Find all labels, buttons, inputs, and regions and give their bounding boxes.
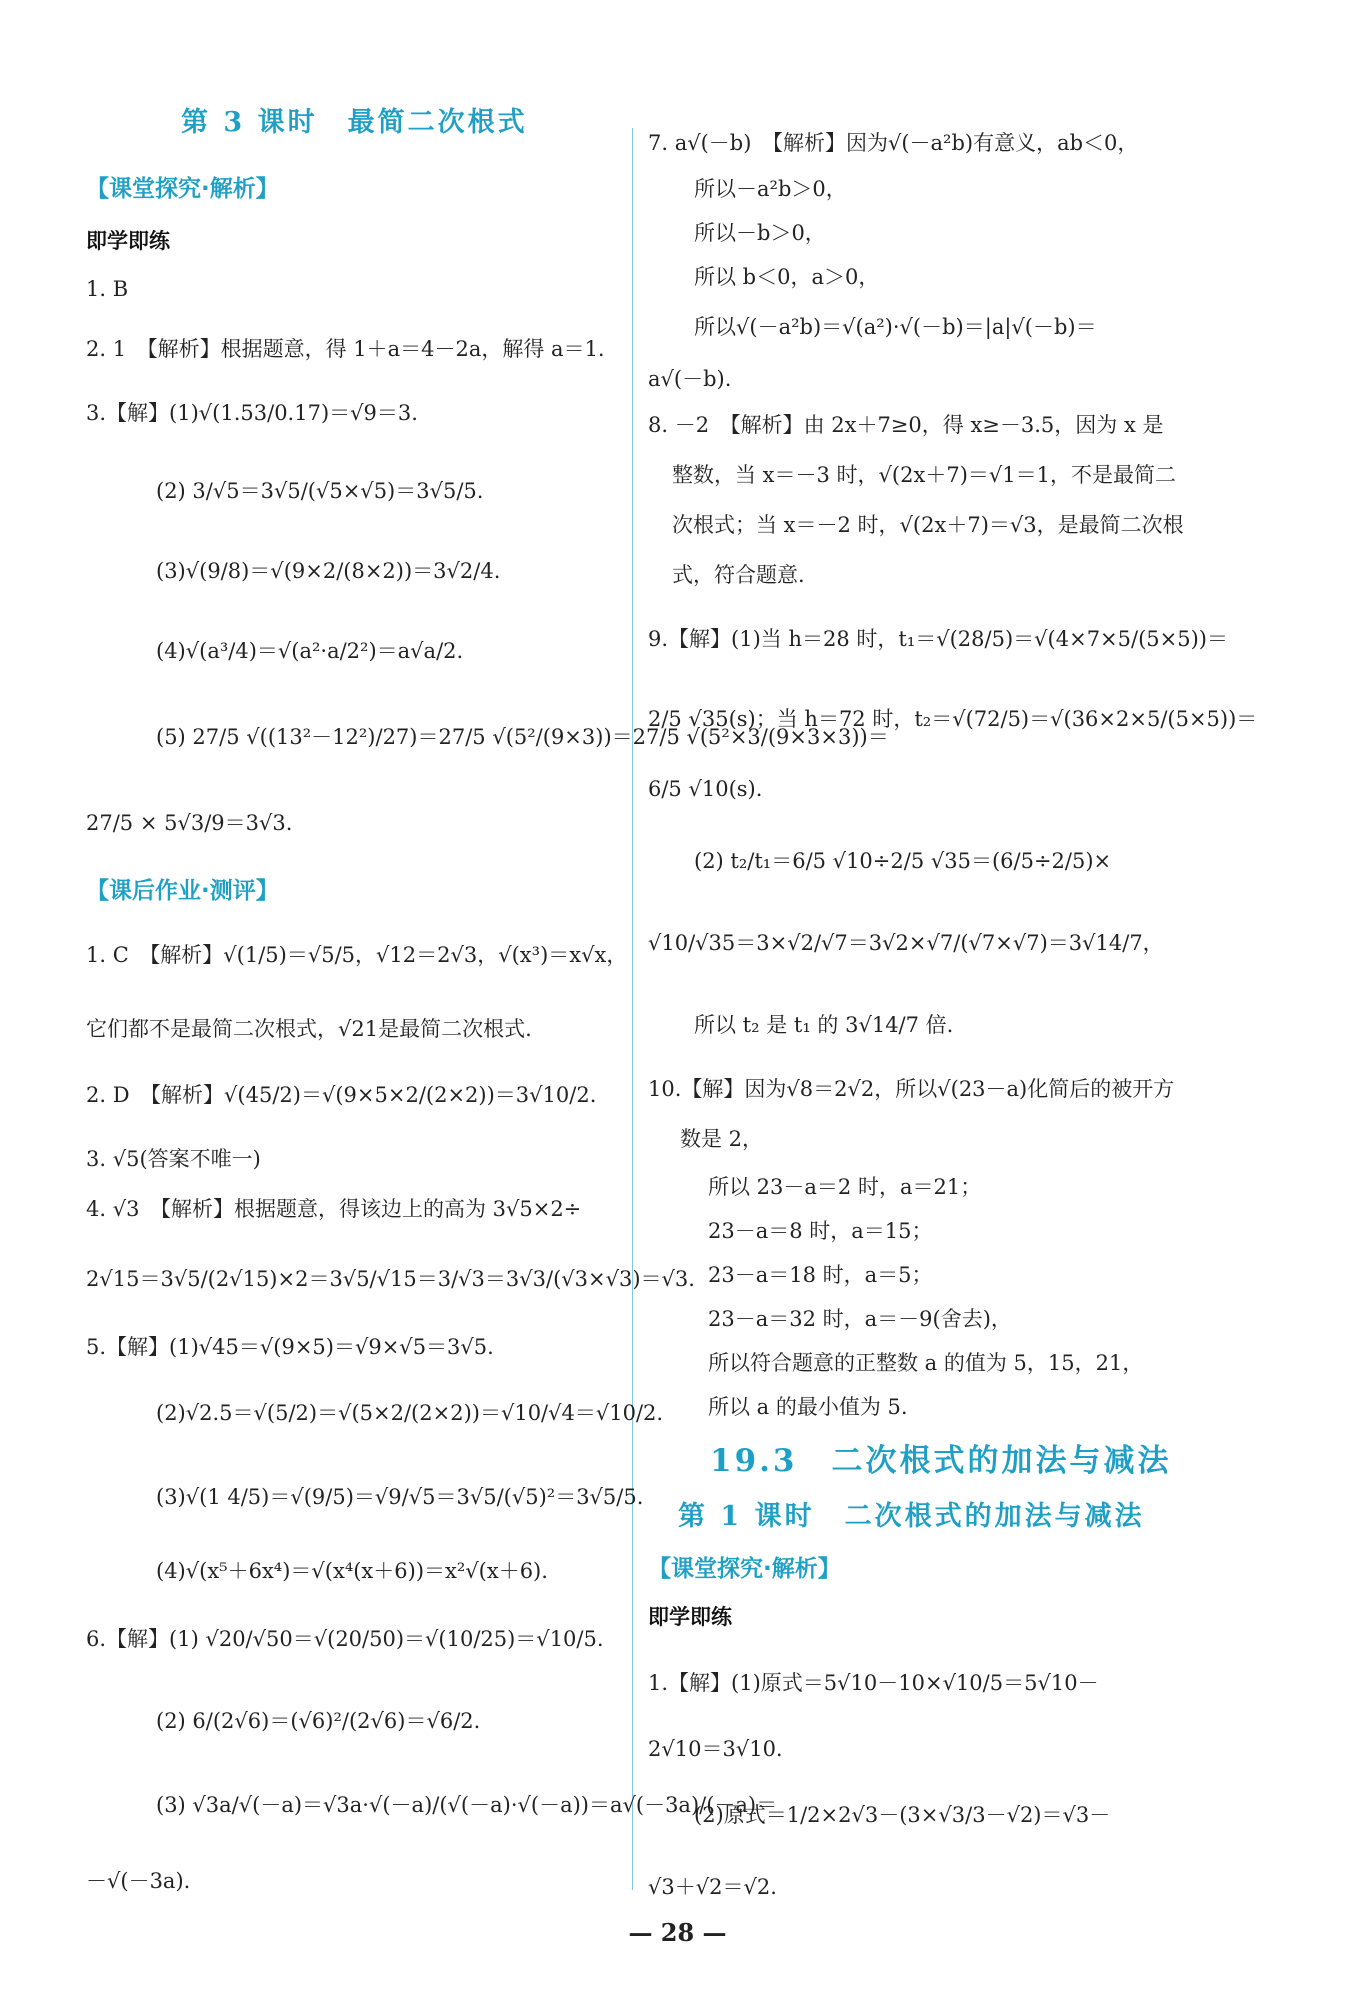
right-line-9: 式，符合题意. — [672, 563, 805, 587]
right-line-31: √3＋√2＝√2. — [648, 1875, 777, 1899]
right-line-2: 所以－b＞0， — [694, 221, 826, 245]
left-line-13: 它们都不是最简二次根式，√21是最简二次根式. — [86, 1017, 532, 1041]
left-line-22: 6.【解】(1) √20/√50＝√(20/50)＝√(10/25)＝√10/5. — [86, 1627, 604, 1651]
right-line-27: 即学即练 — [648, 1605, 732, 1629]
right-line-22: 所以符合题意的正整数 a 的值为 5，15，21， — [708, 1351, 1144, 1375]
right-line-18: 所以 23－a＝2 时，a＝21； — [708, 1175, 982, 1199]
right-line-12: 6/5 √10(s). — [648, 777, 763, 801]
left-line-10: 27/5 × 5√3/9＝3√3. — [86, 811, 293, 835]
right-line-28: 1.【解】(1)原式＝5√10－10×√10/5＝5√10－ — [648, 1671, 1099, 1695]
left-line-17: 2√15＝3√5/(2√15)×2＝3√5/√15＝3/√3＝3√3/(√3×√3)＝√3. — [86, 1267, 695, 1291]
right-line-29: 2√10＝3√10. — [648, 1737, 783, 1761]
left-line-15: 3. √5(答案不唯一) — [86, 1147, 261, 1171]
left-line-21: (4)√(x⁵＋6x⁴)＝√(x⁴(x＋6))＝x²√(x＋6). — [156, 1559, 548, 1583]
left-line-9: (5) 27/5 √((13²－12²)/27)＝27/5 √(5²/(9×3))＝27/5 √(5²×3/(9×3×3))＝ — [156, 725, 889, 749]
right-line-6: 8. －2 【解析】由 2x＋7≥0，得 x≥－3.5，因为 x 是 — [648, 413, 1164, 437]
right-line-4: 所以√(－a²b)＝√(a²)·√(－b)＝|a|√(－b)＝ — [694, 315, 1097, 339]
right-line-25: 第 1 课时 二次根式的加法与减法 — [678, 1501, 1145, 1532]
right-line-15: 所以 t₂ 是 t₁ 的 3√14/7 倍. — [694, 1013, 954, 1037]
right-line-0: 7. a√(－b) 【解析】因为√(－a²b)有意义，ab＜0， — [648, 131, 1139, 155]
left-line-7: (3)√(9/8)＝√(9×2/(8×2))＝3√2/4. — [156, 559, 501, 583]
left-line-1: 【课堂探究·解析】 — [86, 176, 279, 202]
left-line-20: (3)√(1 4/5)＝√(9/5)＝√9/√5＝3√5/(√5)²＝3√5/5. — [156, 1485, 644, 1509]
left-line-4: 2. 1 【解析】根据题意，得 1＋a＝4－2a，解得 a＝1. — [86, 337, 605, 361]
right-line-24: 19.3 二次根式的加法与减法 — [710, 1443, 1172, 1479]
right-line-8: 次根式；当 x＝－2 时，√(2x＋7)＝√3，是最简二次根 — [672, 513, 1184, 537]
column-divider — [632, 128, 633, 1890]
right-line-7: 整数，当 x＝－3 时，√(2x＋7)＝√1＝1，不是最简二 — [672, 463, 1176, 487]
left-line-24: (3) √3a/√(－a)＝√3a·√(－a)/(√(－a)·√(－a))＝a√(－3a)/(－a)＝ — [156, 1793, 778, 1817]
left-line-25: －√(－3a). — [86, 1869, 191, 1893]
right-line-3: 所以 b＜0，a＞0， — [694, 265, 880, 289]
left-line-8: (4)√(a³/4)＝√(a²·a/2²)＝a√a/2. — [156, 639, 464, 663]
left-line-0: 第 3 课时 最简二次根式 — [181, 107, 528, 138]
left-line-19: (2)√2.5＝√(5/2)＝√(5×2/(2×2))＝√10/√4＝√10/2. — [156, 1401, 664, 1425]
left-line-23: (2) 6/(2√6)＝(√6)²/(2√6)＝√6/2. — [156, 1709, 481, 1733]
right-line-21: 23－a＝32 时，a＝－9(舍去)， — [708, 1307, 1012, 1331]
right-line-23: 所以 a 的最小值为 5. — [708, 1395, 908, 1419]
right-line-20: 23－a＝18 时，a＝5； — [708, 1263, 933, 1287]
right-line-14: √10/√35＝3×√2/√7＝3√2×√7/(√7×√7)＝3√14/7， — [648, 931, 1164, 955]
left-line-12: 1. C 【解析】√(1/5)＝√5/5，√12＝2√3，√(x³)＝x√x， — [86, 943, 628, 967]
right-line-13: (2) t₂/t₁＝6/5 √10÷2/5 √35＝(6/5÷2/5)× — [694, 849, 1112, 873]
left-line-5: 3.【解】(1)√(1.53/0.17)＝√9＝3. — [86, 401, 418, 425]
left-line-11: 【课后作业·测评】 — [86, 878, 279, 904]
right-line-30: (2)原式＝1/2×2√3－(3×√3/3－√2)＝√3－ — [694, 1803, 1111, 1827]
right-line-19: 23－a＝8 时，a＝15； — [708, 1219, 933, 1243]
left-line-14: 2. D 【解析】√(45/2)＝√(9×5×2/(2×2))＝3√10/2. — [86, 1083, 597, 1107]
left-line-3: 1. B — [86, 277, 129, 301]
page-number: — 28 — — [628, 1918, 727, 1947]
left-line-18: 5.【解】(1)√45＝√(9×5)＝√9×√5＝3√5. — [86, 1335, 494, 1359]
right-line-26: 【课堂探究·解析】 — [648, 1556, 841, 1582]
left-line-2: 即学即练 — [86, 229, 170, 253]
right-line-17: 数是 2， — [680, 1127, 764, 1151]
right-line-1: 所以－a²b＞0， — [694, 177, 847, 201]
right-line-5: a√(－b). — [648, 367, 732, 391]
right-line-10: 9.【解】(1)当 h＝28 时，t₁＝√(28/5)＝√(4×7×5/(5×5))＝ — [648, 627, 1228, 651]
right-line-16: 10.【解】因为√8＝2√2，所以√(23－a)化简后的被开方 — [648, 1077, 1175, 1101]
left-line-16: 4. √3 【解析】根据题意，得该边上的高为 3√5×2÷ — [86, 1197, 582, 1221]
right-line-11: 2/5 √35(s)；当 h＝72 时，t₂＝√(72/5)＝√(36×2×5/(5×5))＝ — [648, 707, 1258, 731]
left-line-6: (2) 3/√5＝3√5/(√5×√5)＝3√5/5. — [156, 479, 484, 503]
